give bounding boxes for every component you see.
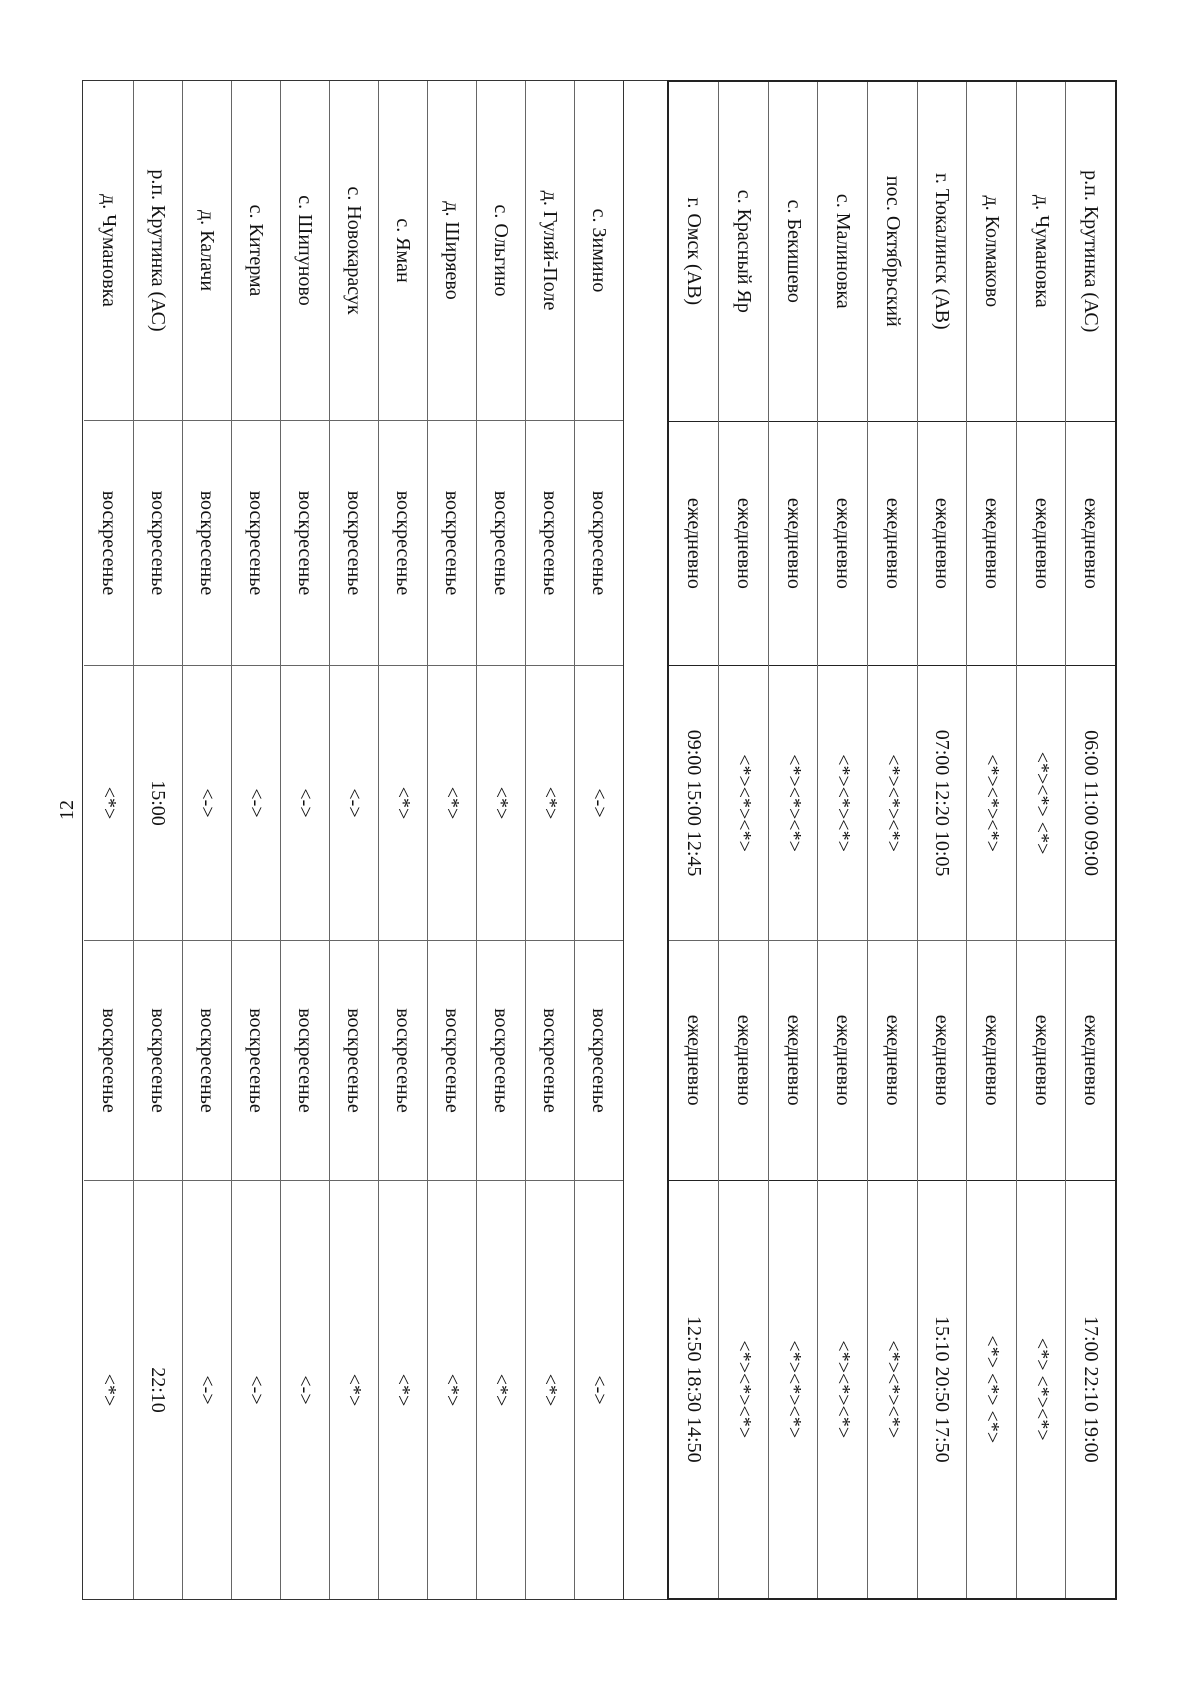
days-return: ежедневно — [818, 941, 867, 1181]
table-row — [378, 81, 427, 1599]
times-forward: <*> — [428, 666, 476, 941]
days-forward: воскресенье — [477, 421, 525, 666]
times-return: 17:00 22:10 19:00 — [1080, 1315, 1103, 1463]
times-return: <*> — [98, 1373, 120, 1407]
days-forward: ежедневно — [1017, 422, 1066, 667]
times-forward: 07:00 12:20 10:05 — [918, 666, 967, 941]
times-forward: <*><*><*> — [868, 666, 917, 941]
days-return: воскресенье — [281, 941, 329, 1181]
table-row — [280, 81, 329, 1599]
times-forward: <-> — [575, 666, 623, 941]
times-return: <*><*><*> — [782, 1340, 805, 1439]
days-forward: ежедневно — [818, 422, 867, 667]
times-return: 15:10 20:50 17:50 — [931, 1315, 954, 1463]
times-forward: <*><*><*> — [719, 666, 768, 941]
times-forward: <-> — [183, 666, 231, 941]
days-return: воскресенье — [428, 941, 476, 1181]
table-row — [133, 81, 182, 1599]
stop-name: с. Красный Яр — [719, 82, 768, 422]
table-row — [329, 81, 378, 1599]
stop-name: с. Яман — [379, 81, 427, 421]
times-forward: <*><*><*> — [818, 666, 867, 941]
days-forward: ежедневно — [1066, 422, 1115, 667]
days-forward: воскресенье — [134, 421, 182, 666]
days-forward: ежедневно — [918, 422, 967, 667]
days-return: воскресенье — [232, 941, 280, 1181]
stop-name: с. Новокарасук — [330, 81, 378, 421]
days-return: ежедневно — [719, 941, 768, 1181]
days-forward: воскресенье — [183, 421, 231, 666]
days-return: ежедневно — [918, 941, 967, 1181]
stop-name: пос. Октябрьский — [868, 82, 917, 422]
page-number: 12 — [56, 800, 78, 820]
times-forward: 09:00 15:00 12:45 — [669, 666, 719, 941]
days-forward: воскресенье — [281, 421, 329, 666]
stop-name: с. Бекишево — [769, 82, 818, 422]
table-row — [718, 82, 768, 1598]
times-forward: <-> — [330, 666, 378, 941]
times-return: <*> — [343, 1373, 366, 1407]
times-return: <*> <*> <*> — [981, 1335, 1004, 1444]
stop-name: г. Омск (АВ) — [669, 82, 719, 422]
times-return: <-> — [294, 1375, 317, 1405]
stop-name: с. Ольгино — [477, 81, 525, 421]
days-return: воскресенье — [134, 941, 182, 1181]
table-row — [84, 81, 133, 1599]
times-forward: <-> — [281, 666, 329, 941]
times-forward: <*> — [526, 666, 574, 941]
table-row — [966, 82, 1016, 1598]
stop-name: с. Шипуново — [281, 81, 329, 421]
days-forward: ежедневно — [967, 422, 1016, 667]
stop-name: с. Китерма — [232, 81, 280, 421]
days-return: ежедневно — [769, 941, 818, 1181]
days-return: воскресенье — [477, 941, 525, 1181]
times-forward: <*> — [84, 666, 133, 941]
schedule-table — [82, 80, 1117, 1600]
stop-name: р.п. Крутинка (АС) — [1066, 82, 1115, 422]
times-return: 22:10 — [147, 1367, 170, 1413]
times-return: <-> — [588, 1375, 611, 1405]
stop-name: д. Чумановка — [1017, 82, 1066, 422]
stop-name: д. Чумановка — [84, 81, 133, 421]
table-row — [1016, 82, 1066, 1598]
days-return: воскресенье — [183, 941, 231, 1181]
table-row — [669, 82, 719, 1598]
stop-name: д. Гуляй-Поле — [526, 81, 574, 421]
days-forward: ежедневно — [719, 422, 768, 667]
stop-name: д. Колмаково — [967, 82, 1016, 422]
days-return: воскресенье — [575, 941, 623, 1181]
stop-name: г. Тюкалинск (АВ) — [918, 82, 967, 422]
table-row — [574, 81, 623, 1599]
days-forward: воскресенье — [526, 421, 574, 666]
days-forward: ежедневно — [868, 422, 917, 667]
times-return: <*><*><*> — [881, 1340, 904, 1439]
days-forward: воскресенье — [575, 421, 623, 666]
times-return: <*> <*><*> — [1030, 1337, 1053, 1441]
times-forward: <*><*><*> — [967, 666, 1016, 941]
stop-name: с. Зимино — [575, 81, 623, 421]
times-forward: <*><*><*> — [769, 666, 818, 941]
table-row — [525, 81, 574, 1599]
times-return: <*> — [490, 1373, 513, 1407]
times-return: <*><*><*> — [733, 1340, 756, 1439]
days-return: воскресенье — [379, 941, 427, 1181]
days-return: ежедневно — [868, 941, 917, 1181]
table-row — [231, 81, 280, 1599]
days-return: ежедневно — [1017, 941, 1066, 1181]
days-forward: ежедневно — [669, 422, 719, 667]
stop-name: р.п. Крутинка (АС) — [134, 81, 182, 421]
times-return: <*> — [539, 1373, 562, 1407]
days-forward: ежедневно — [769, 422, 818, 667]
table-row — [1065, 82, 1115, 1598]
days-return: воскресенье — [330, 941, 378, 1181]
days-return: ежедневно — [669, 941, 719, 1181]
days-forward: воскресенье — [428, 421, 476, 666]
table-row — [476, 81, 525, 1599]
days-return: воскресенье — [84, 941, 133, 1181]
table-row — [182, 81, 231, 1599]
days-return: ежедневно — [967, 941, 1016, 1181]
times-return: <*><*><*> — [832, 1340, 855, 1439]
table-gap — [624, 80, 667, 1600]
days-return: воскресенье — [526, 941, 574, 1181]
times-forward: 06:00 11:00 09:00 — [1066, 666, 1115, 941]
times-forward: <-> — [232, 666, 280, 941]
times-forward: <*> — [477, 666, 525, 941]
times-return: <*> — [392, 1373, 415, 1407]
days-forward: воскресенье — [330, 421, 378, 666]
table-row — [917, 82, 967, 1598]
times-forward: 15:00 — [134, 666, 182, 941]
days-forward: воскресенье — [84, 421, 133, 666]
stop-name: с. Малиновка — [818, 82, 867, 422]
stop-name: д. Калачи — [183, 81, 231, 421]
times-return: <-> — [245, 1375, 268, 1405]
times-return: <*> — [441, 1373, 464, 1407]
days-forward: воскресенье — [379, 421, 427, 666]
times-forward: <*><*> <*> — [1017, 666, 1066, 941]
table-row — [427, 81, 476, 1599]
table-row — [867, 82, 917, 1598]
days-return: ежедневно — [1066, 941, 1115, 1181]
lower-schedule-block — [82, 80, 624, 1600]
table-row — [817, 82, 867, 1598]
days-forward: воскресенье — [232, 421, 280, 666]
times-return: <-> — [196, 1375, 219, 1405]
upper-schedule-block — [667, 80, 1117, 1600]
times-return: 12:50 18:30 14:50 — [682, 1315, 705, 1463]
table-row — [768, 82, 818, 1598]
times-forward: <*> — [379, 666, 427, 941]
stop-name: д. Ширяево — [428, 81, 476, 421]
